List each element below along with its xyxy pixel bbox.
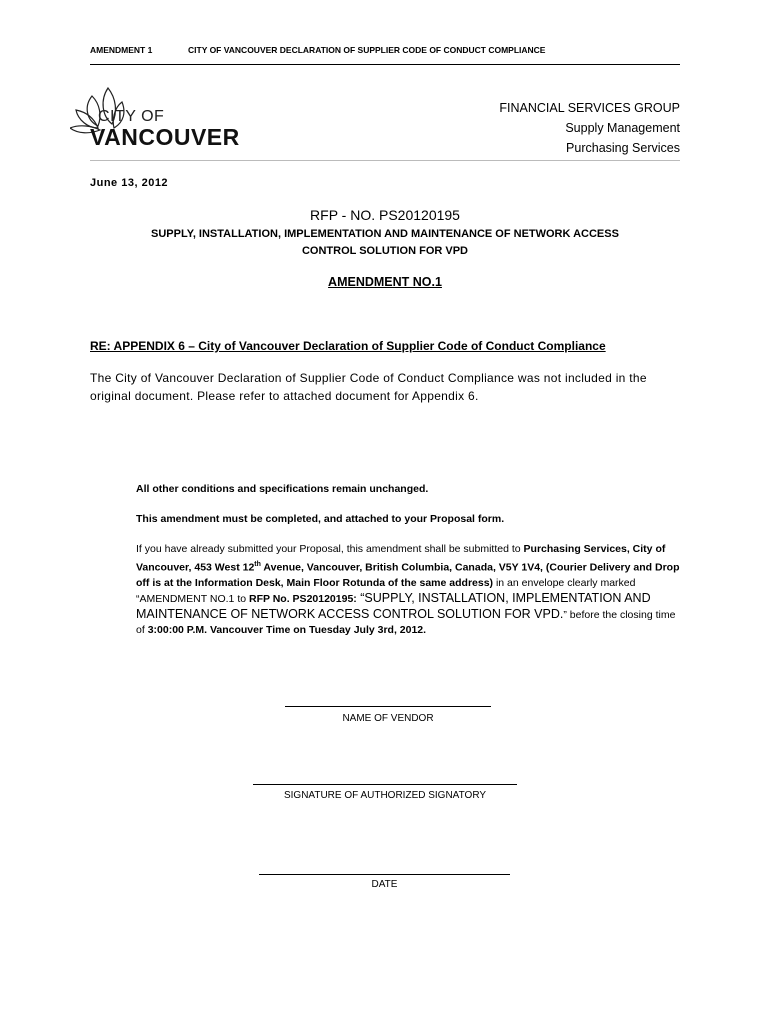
signatory-label: SIGNATURE OF AUTHORIZED SIGNATORY — [283, 790, 487, 801]
logo-text-city: CITY OF — [98, 108, 165, 125]
submission-instructions — [136, 542, 681, 638]
department-division: Supply Management — [565, 121, 680, 135]
amendment-label: AMENDMENT 1 — [90, 45, 153, 55]
conditions-note: All other conditions and specifications remain unchanged. — [136, 483, 429, 495]
rfp-subject-line1: SUPPLY, INSTALLATION, IMPLEMENTATION AND MAINTENANCE OF NETWORK ACCESS — [151, 228, 619, 240]
submission-project-title: “SUPPLY, INSTALLATION, IMPLEMENTATION AND MAINTENANCE OF NETWORK ACCESS CONTROL SOLUTION FOR VPD. — [136, 590, 651, 621]
intro-paragraph: The City of Vancouver Declaration of Supplier Code of Conduct Compliance was not included in the original document. Please refer to attached document for Appendix 6. — [90, 371, 647, 403]
submission-text-2: in an envelope clearly marked “AMENDMENT NO.1 to — [136, 576, 636, 605]
vendor-name-label: NAME OF VENDOR — [342, 713, 434, 724]
submission-deadline: 3:00:00 P.M. Vancouver Time on Tuesday July 3rd, 2012. — [147, 623, 427, 636]
letterhead-rule — [90, 160, 680, 161]
submission-text-1: If you have already submitted your Proposal, this amendment shall be submitted to — [136, 543, 524, 555]
department-group: FINANCIAL SERVICES GROUP — [499, 101, 680, 115]
rfp-subject — [90, 226, 680, 260]
rfp-number: RFP - NO. PS20120195 — [310, 207, 460, 223]
logo-text-vancouver: VANCOUVER — [90, 124, 240, 150]
date-label: DATE — [371, 879, 398, 890]
submission-address-2: Avenue, Vancouver, British Columbia, Canada, V5Y 1V4, (Courier Delivery and Drop off is at the Information Desk, Main Floor Rotunda of the same address) — [136, 561, 680, 589]
signatory-line — [253, 784, 517, 785]
rfp-subject-line2: CONTROL SOLUTION FOR VPD — [301, 245, 469, 257]
date-line — [259, 874, 510, 875]
department-unit: Purchasing Services — [566, 141, 680, 155]
submission-superscript: th — [254, 561, 261, 568]
document-date: June 13, 2012 — [90, 177, 169, 189]
submission-rfp-number: RFP No. PS20120195: — [249, 592, 357, 605]
completion-note: This amendment must be completed, and attached to your Proposal form. — [136, 513, 505, 525]
submission-address-1: Purchasing Services, City of Vancouver, 453 West 12 — [136, 543, 666, 574]
document-header-title: CITY OF VANCOUVER DECLARATION OF SUPPLIER CODE OF CONDUCT COMPLIANCE — [188, 45, 546, 55]
submission-text-3: ” before the closing time of — [136, 608, 676, 636]
header-rule — [90, 64, 680, 65]
re-line: RE: APPENDIX 6 – City of Vancouver Declaration of Supplier Code of Conduct Compliance — [90, 339, 606, 353]
vendor-name-line — [285, 706, 491, 707]
amendment-number: AMENDMENT NO.1 — [328, 275, 442, 289]
